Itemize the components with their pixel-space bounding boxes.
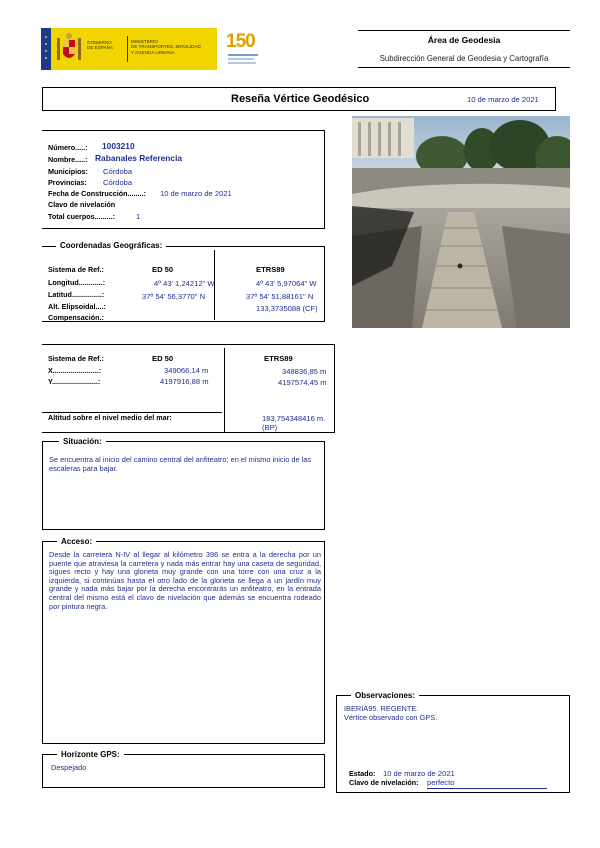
observaciones-line2: Vértice observado con GPS. (344, 713, 438, 722)
municipios-label: Municipios: (48, 167, 88, 176)
observaciones-line1: IBERIA95. REGENTE. (344, 704, 419, 713)
clavo-underline (427, 788, 547, 789)
coat-of-arms-icon (55, 32, 83, 66)
geo-etrs-header: ETRS89 (256, 265, 285, 274)
altitud-note: (BP) (262, 423, 278, 432)
geo-ed50-header: ED 50 (152, 265, 174, 274)
ministry-line2: DE TRANSPORTES, MOVILIDAD (131, 44, 201, 50)
geo-box (42, 241, 325, 322)
header-rule-top (358, 30, 570, 31)
geo-latitud-label: Latitud...............: (48, 290, 105, 299)
fecha-value: 10 de marzo de 2021 (160, 189, 232, 198)
report-date: 10 de marzo de 2021 (467, 95, 539, 104)
ministry-label (131, 39, 201, 55)
utm-etrs-x: 348836,85 m (282, 367, 327, 376)
provincias-value: Córdoba (103, 178, 133, 187)
nombre-label: Nombre.....: (48, 155, 88, 164)
utm-box (42, 344, 335, 433)
total-value: 1 (136, 212, 141, 221)
municipios-value: Córdoba (103, 167, 133, 176)
numero-label: Número.....: (48, 143, 88, 152)
geo-ed50-latitud: 37º 54' 56,3770" N (142, 292, 206, 301)
geo-etrs-alt: 133,3735088 (CF) (256, 304, 318, 313)
gov-line2: DE ESPAÑA (87, 45, 113, 51)
acceso-text: Desde la carretera N-IV al llegar al kilómetro 396 se entra a la derecha por un puente que atraviesa la carretera y nada más entrar hay una caseta de seguridad, sigues recto y hay una glorieta muy grande con una torre con una cruz a la izquierda, si continúas hasta el otro lado de la glorieta se llega a un jardín muy grande y nada más bajar por la derecha encontrarás un anfiteatro, en la entrada central del mismo está el clavo de nivelación que además se encuentra rodeado por pintura negra. (49, 550, 321, 611)
situacion-legend: Situación: (59, 437, 106, 446)
geo-etrs-latitud: 37º 54' 51,88161" N (246, 292, 314, 301)
geo-comp-label: Compensación.: (48, 313, 104, 322)
situacion-text: Se encuentra al inicio del camino central del anfiteatro; en el mismo inicio de las escaleras para bajar. (49, 455, 312, 473)
geo-longitud-label: Longitud............: (48, 278, 106, 287)
acceso-box (42, 537, 325, 744)
header-divider (127, 36, 128, 62)
area-subtitle: Subdirección General de Geodesia y Cartografía (379, 54, 549, 63)
utm-etrs-y: 4197574,45 m (278, 378, 327, 387)
utm-ed50-y: 4197916,88 m (160, 377, 209, 386)
eu-flag-icon (41, 28, 51, 70)
altitud-value: 183,754348416 m. (262, 414, 326, 423)
geo-legend: Coordenadas Geográficas: (56, 241, 166, 250)
utm-etrs-header: ETRS89 (264, 354, 293, 363)
title-bar (42, 87, 556, 111)
header-rule-bottom (358, 67, 570, 68)
geo-sistema-label: Sistema de Ref.: (48, 265, 104, 274)
gov-line1: GOBIERNO (87, 40, 112, 45)
area-title: Área de Geodesia (427, 35, 501, 45)
utm-x-label: X.......................: (48, 366, 102, 375)
situacion-box (42, 437, 325, 530)
page-title: Reseña Vértice Geodésico (231, 93, 370, 105)
ministry-line1: MINISTERIO (131, 39, 158, 44)
info-box (42, 130, 325, 229)
estado-label: Estado: (349, 769, 376, 778)
ministry-line3: Y AGENDA URBANA (131, 49, 175, 55)
acceso-legend: Acceso: (57, 537, 96, 546)
estado-value: 10 de marzo de 2021 (383, 769, 455, 778)
numero-value: 1003210 (102, 141, 135, 151)
horizonte-text: Despejado (51, 763, 87, 772)
header-logo-block (41, 28, 217, 70)
clavo-nivelacion-value: perfecto (427, 778, 455, 787)
utm-ed50-header: ED 50 (152, 354, 174, 363)
clavo-nivelacion-label: Clavo de nivelación: (349, 778, 419, 787)
observaciones-box (336, 691, 570, 793)
geo-etrs-longitud: 4º 43' 5,97064" W (256, 279, 317, 288)
gov-label (87, 40, 113, 51)
horizonte-legend: Horizonte GPS: (57, 750, 124, 759)
total-label: Total cuerpos.........: (48, 212, 115, 221)
utm-ed50-x: 349066,14 m (164, 366, 209, 375)
clavo-label: Clavo de nivelación (48, 200, 116, 209)
utm-sistema-label: Sistema de Ref.: (48, 354, 104, 363)
utm-y-label: Y.......................: (48, 377, 101, 386)
altitud-label: Altitud sobre el nivel medio del mar: (48, 413, 172, 422)
fecha-label: Fecha de Construcción........: (48, 189, 146, 198)
vertex-photo (352, 116, 570, 328)
horizonte-box (42, 750, 325, 788)
observaciones-legend: Observaciones: (351, 691, 419, 700)
geo-alt-label: Alt. Elipsoidal....: (48, 302, 106, 311)
anniversary-number: 150 (226, 31, 255, 52)
geo-ed50-longitud: 4º 43' 1,24212" W (154, 279, 215, 288)
nombre-value: Rabanales Referencia (95, 153, 183, 163)
provincias-label: Provincias: (48, 178, 87, 187)
anniversary-logo (226, 32, 262, 66)
